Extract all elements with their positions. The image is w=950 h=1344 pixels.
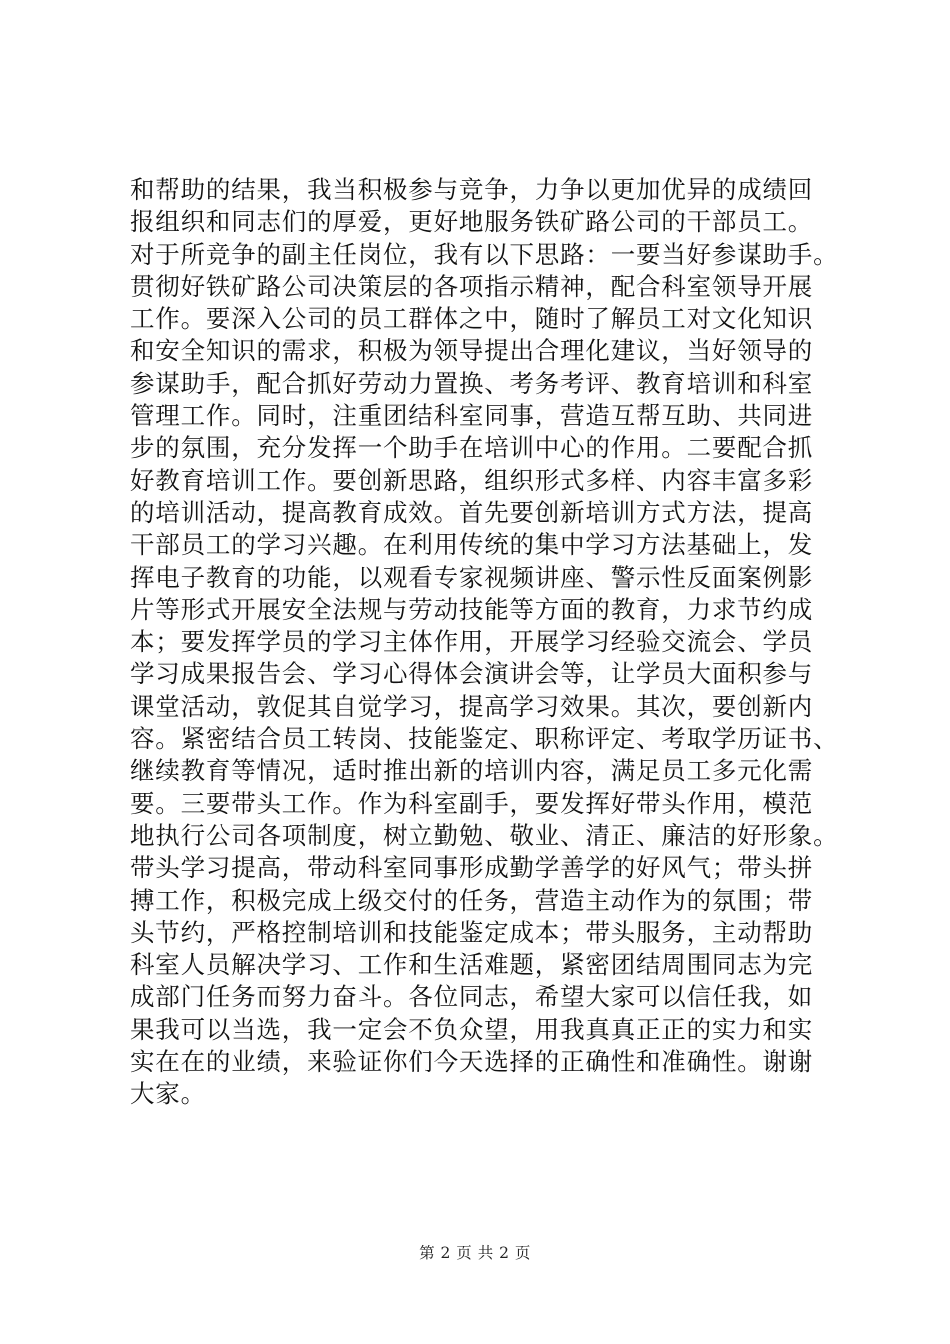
text-line: 果我可以当选，我一定会不负众望，用我真真正正的实力和实 bbox=[130, 1014, 814, 1044]
text-line: 地执行公司各项制度，树立勤勉、敬业、清正、廉洁的好形象。 bbox=[130, 820, 839, 850]
text-line: 参谋助手，配合抓好劳动力置换、考务考评、教育培训和科室 bbox=[130, 368, 814, 398]
text-line: 实在在的业绩，来验证你们今天选择的正确性和准确性。谢谢 bbox=[130, 1047, 814, 1077]
text-line: 头节约，严格控制培训和技能鉴定成本；带头服务，主动帮助 bbox=[130, 917, 814, 947]
body-paragraph bbox=[130, 174, 839, 1111]
text-line: 本；要发挥学员的学习主体作用，开展学习经验交流会、学员 bbox=[130, 627, 814, 657]
text-line: 好教育培训工作。要创新思路，组织形式多样、内容丰富多彩 bbox=[130, 465, 814, 495]
text-line: 要。三要带头工作。作为科室副手，要发挥好带头作用，模范 bbox=[130, 788, 814, 818]
text-line: 挥电子教育的功能，以观看专家视频讲座、警示性反面案例影 bbox=[130, 562, 814, 592]
text-line: 的培训活动，提高教育成效。首先要创新培训方式方法，提高 bbox=[130, 497, 814, 527]
text-line: 科室人员解决学习、工作和生活难题，紧密团结周围同志为完 bbox=[130, 950, 814, 980]
text-line: 干部员工的学习兴趣。在利用传统的集中学习方法基础上，发 bbox=[130, 530, 814, 560]
text-line: 工作。要深入公司的员工群体之中，随时了解员工对文化知识 bbox=[130, 304, 814, 334]
text-line: 带头学习提高，带动科室同事形成勤学善学的好风气；带头拼 bbox=[130, 853, 814, 883]
text-line: 容。紧密结合员工转岗、技能鉴定、职称评定、考取学历证书、 bbox=[130, 724, 839, 754]
page-footer bbox=[0, 1243, 950, 1263]
text-line: 和安全知识的需求，积极为领导提出合理化建议，当好领导的 bbox=[130, 336, 814, 366]
text-line: 和帮助的结果，我当积极参与竞争，力争以更加优异的成绩回 bbox=[130, 175, 814, 204]
text-line: 课堂活动，敦促其自觉学习，提高学习效果。其次，要创新内 bbox=[130, 691, 814, 721]
text-line: 学习成果报告会、学习心得体会演讲会等，让学员大面积参与 bbox=[130, 659, 814, 689]
text-line: 成部门任务而努力奋斗。各位同志，希望大家可以信任我，如 bbox=[130, 982, 814, 1012]
page-number-label: 第 2 页 共 2 页 bbox=[419, 1244, 531, 1262]
text-line: 大家。 bbox=[130, 1079, 206, 1109]
text-line: 管理工作。同时，注重团结科室同事，营造互帮互助、共同进 bbox=[130, 401, 814, 431]
text-line: 片等形式开展安全法规与劳动技能等方面的教育，力求节约成 bbox=[130, 594, 814, 624]
text-line: 步的氛围，充分发挥一个助手在培训中心的作用。二要配合抓 bbox=[130, 433, 814, 463]
text-line: 对于所竞争的副主任岗位，我有以下思路：一要当好参谋助手。 bbox=[130, 239, 839, 269]
text-line: 贯彻好铁矿路公司决策层的各项指示精神，配合科室领导开展 bbox=[130, 271, 814, 301]
text-line: 搏工作，积极完成上级交付的任务，营造主动作为的氛围；带 bbox=[130, 885, 814, 915]
text-line: 继续教育等情况，适时推出新的培训内容，满足员工多元化需 bbox=[130, 756, 814, 786]
text-line: 报组织和同志们的厚爱，更好地服务铁矿路公司的干部员工。 bbox=[130, 207, 814, 237]
